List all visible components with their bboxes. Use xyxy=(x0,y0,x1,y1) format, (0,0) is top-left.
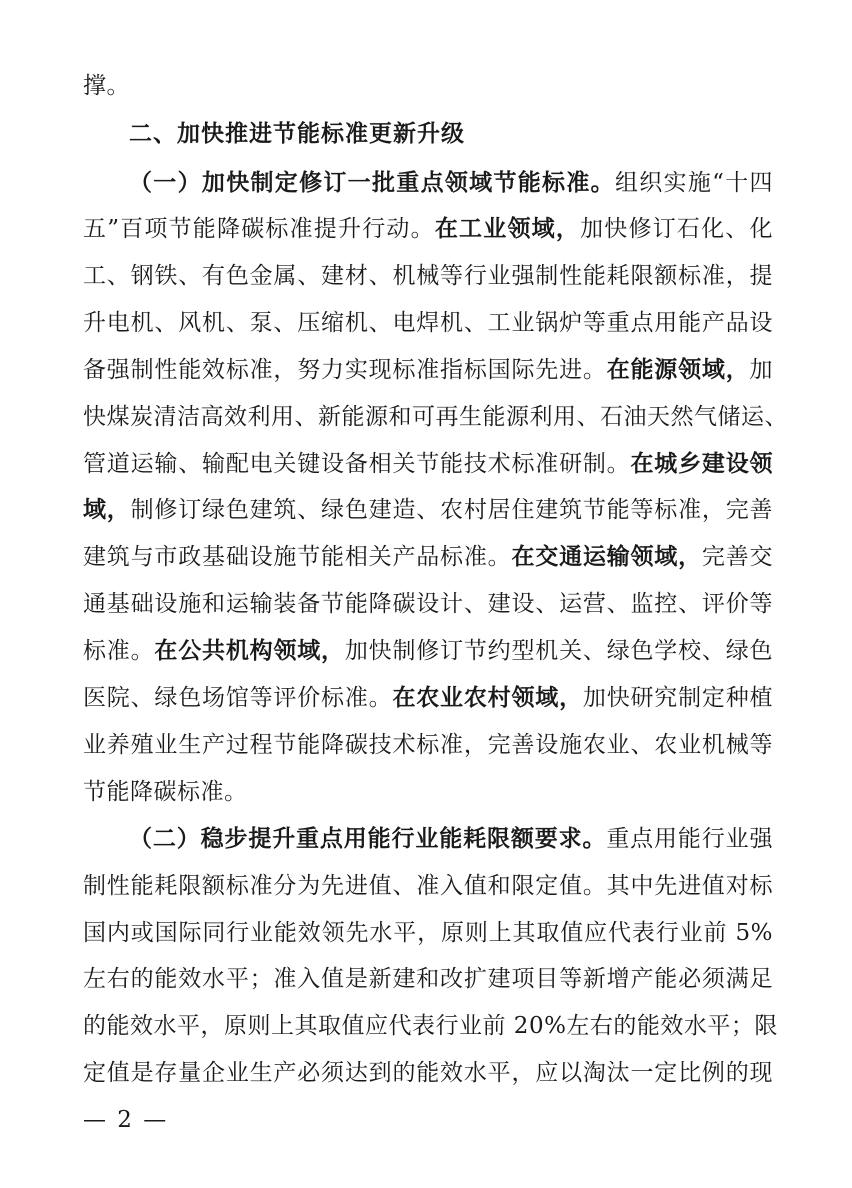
text-line: 业养殖业生产过程节能降碳技术标准，完善设施农业、农业机械等 xyxy=(83,732,773,758)
text-line: （二）稳步提升重点用能行业能耗限额要求。重点用能行业强 xyxy=(129,825,774,852)
subsection-title: （二）稳步提升重点用能行业能耗限额要求。 xyxy=(129,825,607,852)
text-line: 撑。 xyxy=(83,73,130,99)
text-line: 管道运输、输配电关键设备相关节能技术标准研制。在城乡建设领 xyxy=(83,450,774,477)
text-line: 域，制修订绿色建筑、绿色建造、农村居住建筑节能等标准，完善 xyxy=(83,496,774,523)
text-line: 标准。在公共机构领域，加快制修订节约型机关、绿色学校、绿色 xyxy=(83,637,774,664)
text-line: 备强制性能效标准，努力实现标准指标国际先进。在能源领域，加 xyxy=(83,356,774,383)
text-line: 节能降碳标准。 xyxy=(83,779,248,805)
text-line: 医院、绿色场馆等评价标准。在农业农村领域，加快研究制定种植 xyxy=(83,684,774,711)
text-line: 的能效水平，原则上其取值应代表行业前 20%左右的能效水平；限 xyxy=(83,1013,778,1039)
text-line: 五”百项节能降碳标准提升行动。在工业领域，加快修订石化、化 xyxy=(83,215,774,242)
text-line: 定值是存量企业生产必须达到的能效水平，应以淘汰一定比例的现 xyxy=(83,1060,773,1086)
subsection-title: （一）加快制定修订一批重点领域节能标准。 xyxy=(129,169,615,196)
page-number: — 2 — xyxy=(83,1107,169,1133)
text-line: 建筑与市政基础设施节能相关产品标准。在交通运输领域，完善交 xyxy=(83,543,774,570)
text-line: （一）加快制定修订一批重点领域节能标准。组织实施“十四 xyxy=(129,169,773,196)
text-line: 左右的能效水平；准入值是新建和改扩建项目等新增产能必须满足 xyxy=(83,966,773,992)
text-line: 工、钢铁、有色金属、建材、机械等行业强制性能耗限额标准，提 xyxy=(83,263,773,289)
text-line: 国内或国际同行业能效领先水平，原则上其取值应代表行业前 5% xyxy=(83,920,773,946)
text-line: 快煤炭清洁高效利用、新能源和可再生能源利用、石油天然气储运、 xyxy=(83,404,788,430)
section-heading: 二、加快推进节能标准更新升级 xyxy=(129,121,465,147)
text-line: 升电机、风机、泵、压缩机、电焊机、工业锅炉等重点用能产品设 xyxy=(83,310,773,336)
text-line: 通基础设施和运输装备节能降碳设计、建设、运营、监控、评价等 xyxy=(83,591,773,617)
text-line: 制性能耗限额标准分为先进值、准入值和限定值。其中先进值对标 xyxy=(83,873,773,899)
